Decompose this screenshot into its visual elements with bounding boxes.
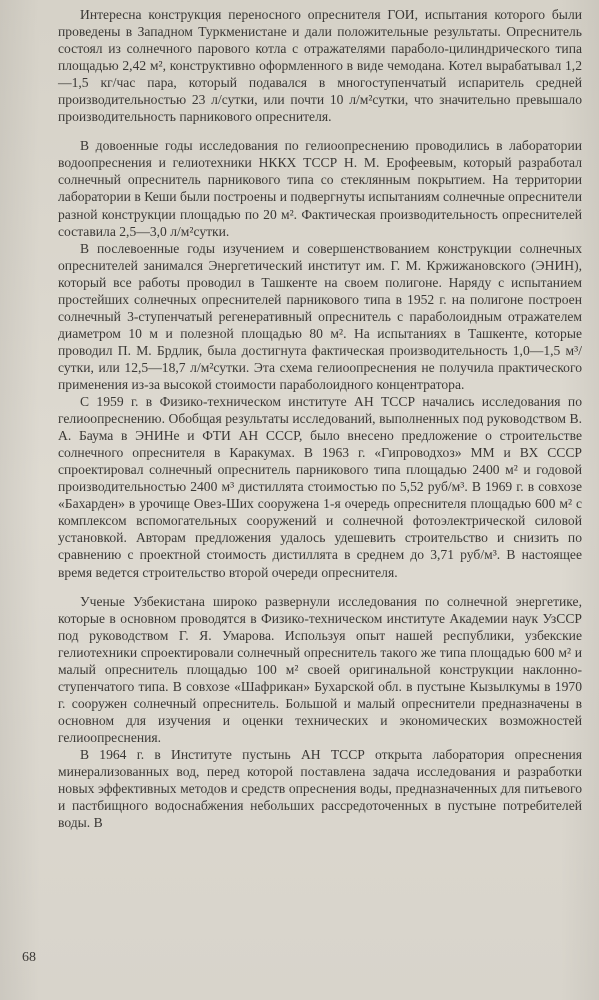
- page-number: 68: [22, 950, 36, 965]
- paragraph-goi-desalinator: Интересна конструкция переносного опреснителя ГОИ, испытания которого были проведены в Западном Туркменистане и дали положительные результаты. Опреснитель состоял из солнечного парового котла с отражателями параболо-цилиндрического типа площадью 2,42 м², конструктивно оформленного в виде чемодана. Котел вырабатывал 1,2—1,5 кг/час пара, который подавался в многоступенчатый испаритель средней производительностью 23 л/сутки, или почти 10 л/м²сутки, что значительно превышало производительность парникового опреснителя.: [58, 7, 582, 125]
- paragraph-prewar-research: В довоенные годы исследования по гелиоопреснению проводились в лаборатории водоопреснения и гелиотехники НККХ ТССР Н. М. Ерофеевым, который разработал солнечный опреснитель парникового типа со стеклянным покрытием. На территории лаборатории в Кеши были построены и подвергнуты испытаниям солнечные опреснители разной конструкции площадью по 20 м². Фактическая производительность опреснителей составила 2,5—3,0 л/м²сутки.: [58, 138, 582, 239]
- paragraph-fti-tssr: С 1959 г. в Физико-техническом институте АН ТССР начались исследования по гелиоопреснению. Обобщая результаты исследований, выполненных под руководством В. А. Баума в ЭНИНе и ФТИ АН СССР, было внесено предложение о строительстве солнечного опреснителя в Каракумах. В 1963 г. «Гипроводхоз» ММ и ВХ СССР спроектировал солнечный опреснитель парникового типа площадью 2400 м² и годовой производительностью 2400 м³ дистиллята стоимостью по 5,52 руб/м³. В 1969 г. в совхозе «Бахарден» в урочище Овез-Ших сооружена 1-я очередь опреснителя площадью 600 м² с комплексом вспомогательных сооружений и солнечной фотоэлектрической силовой установкой. Авторам предложения удалось удешевить строительство и снизить по сравнению с проектной стоимость дистиллята в среднем до 3,71 руб/м³. В настоящее время ведется строительство второй очереди опреснителя.: [58, 394, 582, 580]
- paragraph-uzbekistan: Ученые Узбекистана широко развернули исследования по солнечной энергетике, которые в основном проводятся в Физико-техническом институте Академии наук УзССР под руководством Г. Я. Умарова. Используя опыт нашей республики, узбекские гелиотехники спроектировали солнечный опреснитель такого же типа площадью 600 м² и малый опреснитель площадью 100 м² своей оригинальной конструкции наклонно-ступенчатого типа. В совхозе «Шафрикан» Бухарской обл. в пустыне Кызылкумы в 1970 г. сооружен солнечный опреснитель. Большой и малый опреснители предназначены в основном для изучения и оценки технических и экономических возможностей гелиоопреснения.: [58, 593, 582, 745]
- body-text: [58, 6, 582, 831]
- paragraph-desert-institute: В 1964 г. в Институте пустынь АН ТССР открыта лаборатория опреснения минерализованных вод, перед которой поставлена задача исследования и разработки новых эффективных методов и средств опреснения воды, предназначенных для питьевого и пастбищного водоснабжения небольших рассредоточенных в пустыне потребителей воды. В: [58, 746, 582, 831]
- paragraph-postwar-enin: В послевоенные годы изучением и совершенствованием конструкции солнечных опреснителей занимался Энергетический институт им. Г. М. Кржижановского (ЭНИН), который все работы проводил в Ташкенте на своем полигоне. Наряду с испытанием простейших солнечных опреснителей парникового типа в 1952 г. на полигоне построен солнечный 3-ступенчатый регенеративный опреснитель с параболоидным отражателем диаметром 10 м и полезной площадью 80 м². На испытаниях в Ташкенте, которые проводил П. М. Брдлик, была достигнута фактическая производительность 1,0—1,5 м³/сутки, или 12,5—18,7 л/м²сутки. Эта схема гелиоопреснения не получила практического применения из-за высокой стоимости параболоидного концентратора.: [58, 240, 582, 392]
